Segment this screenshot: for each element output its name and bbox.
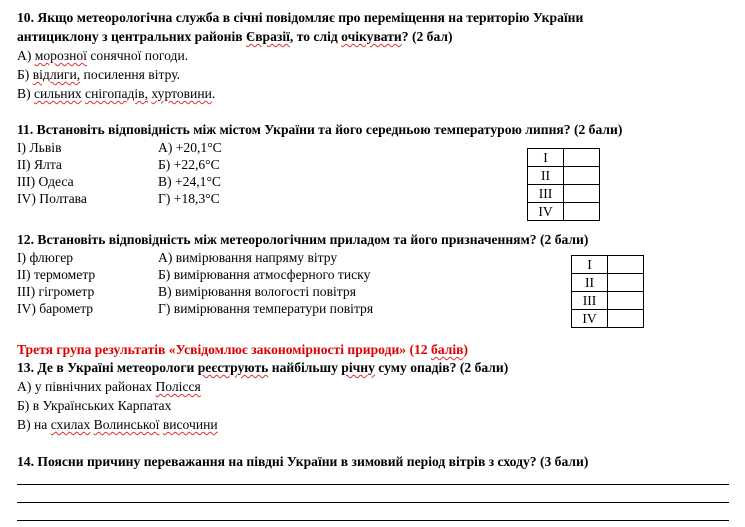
answer-key: II xyxy=(528,167,564,185)
q12-right-item: Б) вимірювання атмосферного тиску xyxy=(158,267,371,282)
q11-right-item: Б) +22,6°С xyxy=(158,157,220,172)
q11-right-item: Г) +18,3°С xyxy=(158,191,220,206)
q12-right-item: Г) вимірювання температури повітря xyxy=(158,301,374,316)
answer-key: IV xyxy=(572,310,608,328)
q13-option-c: В) на схилах Волинської височини xyxy=(17,417,218,432)
answer-cell[interactable] xyxy=(564,167,600,185)
answer-key: II xyxy=(572,274,608,292)
q11-left-column xyxy=(17,139,87,207)
q12-left-item: ІІ) термометр xyxy=(17,267,96,282)
q10-title-line2: антициклону з центральних районів Євразії, то слід очікувати? (2 бал) xyxy=(17,29,453,44)
q12-answer-table xyxy=(571,255,644,328)
table-row xyxy=(528,149,600,167)
q10-title-line1: 10. Якщо метеорологічна служба в січні повідомляє про переміщення на територію України xyxy=(17,10,584,25)
table-row xyxy=(572,256,644,274)
q12-title: 12. Встановіть відповідність між метеорологічним приладом та його призначенням? (2 бали) xyxy=(17,232,589,247)
q11-left-item: II) Ялта xyxy=(17,157,62,172)
table-row xyxy=(528,203,600,221)
table-row xyxy=(572,310,644,328)
answer-cell[interactable] xyxy=(608,256,644,274)
q11-right-item: А) +20,1°С xyxy=(158,140,222,155)
q12-right-item: В) вимірювання вологості повітря xyxy=(158,284,356,299)
q12-left-item: ІІІ) гігрометр xyxy=(17,284,95,299)
q13-title: 13. Де в Україні метеорологи реєструють найбільшу річну суму опадів? (2 бали) xyxy=(17,360,509,375)
answer-line xyxy=(17,484,729,485)
answer-line xyxy=(17,520,729,521)
q10-option-c: В) сильних снігопадів, хуртовини. xyxy=(17,86,216,101)
answer-cell[interactable] xyxy=(564,203,600,221)
table-row xyxy=(528,185,600,203)
answer-key: I xyxy=(528,149,564,167)
q12-right-column xyxy=(158,249,373,317)
q11-right-column xyxy=(158,139,222,207)
q11-right-item: В) +24,1°С xyxy=(158,174,221,189)
q12-left-column xyxy=(17,249,95,317)
answer-line xyxy=(17,502,729,503)
q14-title: 14. Поясни причину переважання на півдні України в зимовий період вітрів з сходу? (3 бали) xyxy=(17,454,589,469)
answer-cell[interactable] xyxy=(608,274,644,292)
answer-key: I xyxy=(572,256,608,274)
answer-key: III xyxy=(528,185,564,203)
q11-answer-table xyxy=(527,148,600,221)
table-row xyxy=(572,292,644,310)
q11-left-item: I) Львів xyxy=(17,140,62,155)
answer-cell[interactable] xyxy=(608,292,644,310)
q10-option-a: А) морозної сонячної погоди. xyxy=(17,48,189,63)
q12-left-item: І) флюгер xyxy=(17,250,74,265)
answer-cell[interactable] xyxy=(608,310,644,328)
answer-cell[interactable] xyxy=(564,149,600,167)
q11-left-item: IV) Полтава xyxy=(17,191,87,206)
answer-key: IV xyxy=(528,203,564,221)
q12-left-item: ІV) барометр xyxy=(17,301,94,316)
table-row xyxy=(572,274,644,292)
q13-option-b: Б) в Українських Карпатах xyxy=(17,398,172,413)
answer-key: III xyxy=(572,292,608,310)
q10-option-b: Б) відлиги, посилення вітру. xyxy=(17,67,181,82)
q12-right-item: А) вимірювання напряму вітру xyxy=(158,250,338,265)
q11-title: 11. Встановіть відповідність між містом України та його середньою температурою липня? (2 бали) xyxy=(17,122,623,137)
group3-heading: Третя група результатів «Усвідомлює закономірності природи» (12 балів) xyxy=(17,342,469,357)
q13-option-a: А) у північних районах Полісся xyxy=(17,379,201,394)
q11-left-item: III) Одеса xyxy=(17,174,74,189)
table-row xyxy=(528,167,600,185)
answer-cell[interactable] xyxy=(564,185,600,203)
